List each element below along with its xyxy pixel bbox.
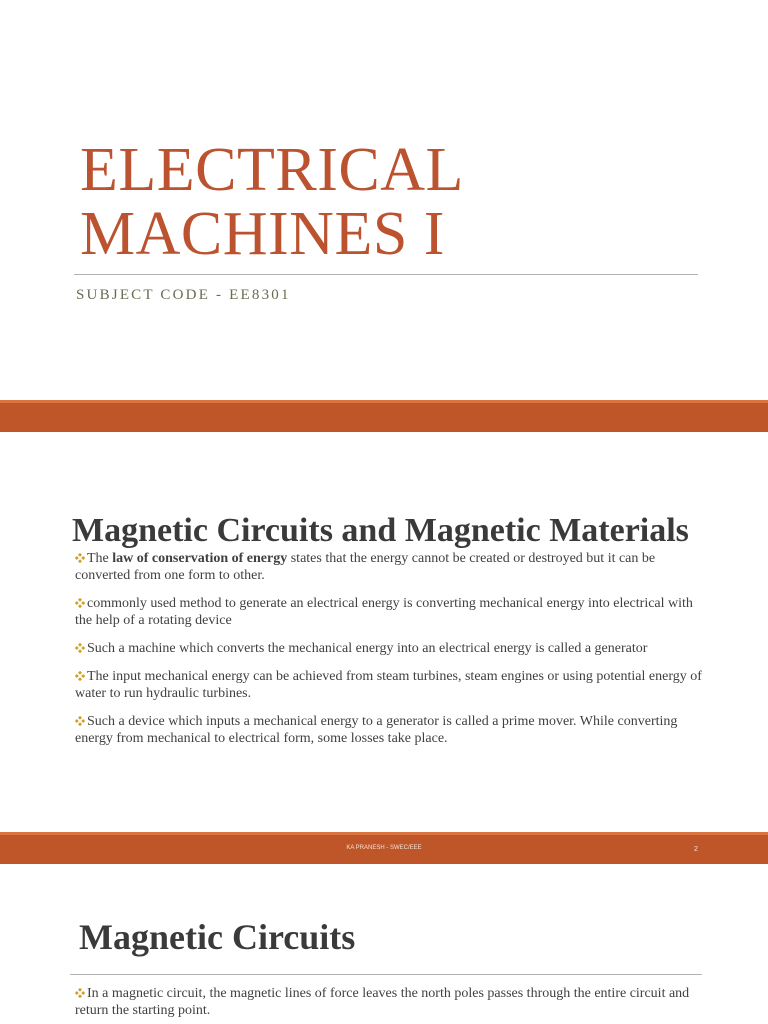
- slide-footer-band: [0, 832, 768, 864]
- bullet-text: Such a device which inputs a mechanical energy to a generator is called a prime mover. While converting energy from mechanical to electrical form, some losses take place.: [75, 714, 678, 746]
- slide-2: [0, 432, 768, 832]
- bullet-text: The input mechanical energy can be achieved from steam turbines, steam engines or using potential energy of water to run hydraulic turbines.: [75, 669, 702, 701]
- subject-code: SUBJECT CODE - EE8301: [76, 287, 291, 303]
- diamond-bullet-icon: [75, 553, 85, 563]
- title-line-1: ELECTRICAL: [80, 136, 464, 204]
- title-divider: [70, 974, 702, 975]
- slide-3: [0, 864, 768, 1024]
- diamond-bullet-icon: [75, 988, 85, 998]
- bullet-text-post: states that the energy cannot be created or destroyed but it can be converted from one form to other.: [75, 551, 656, 583]
- list-item: [70, 595, 710, 629]
- title-divider: [74, 274, 698, 275]
- slide-title: Magnetic Circuits and Magnetic Materials: [72, 512, 689, 549]
- list-item: [70, 640, 710, 657]
- bullet-text: In a magnetic circuit, the magnetic lines of force leaves the north poles passes through the entire circuit and return the starting point.: [75, 986, 690, 1018]
- diamond-bullet-icon: [75, 598, 85, 608]
- slide-separator: [0, 400, 768, 432]
- bullet-text-bold: law of conservation of energy: [112, 551, 288, 566]
- page-number: 2: [694, 846, 698, 853]
- title-line-2: MACHINES I: [80, 200, 445, 268]
- bullet-text: commonly used method to generate an electrical energy is converting mechanical energy into electrical with the help of a rotating device: [75, 596, 693, 628]
- bullet-text: Such a machine which converts the mechanical energy into an electrical energy is called a generator: [87, 641, 648, 656]
- bullet-list: [70, 985, 710, 1024]
- diamond-bullet-icon: [75, 643, 85, 653]
- slide-title: Magnetic Circuits: [79, 917, 356, 957]
- diamond-bullet-icon: [75, 716, 85, 726]
- list-item: [70, 713, 710, 747]
- list-item: [70, 668, 710, 702]
- bullet-list: [70, 550, 710, 758]
- diamond-bullet-icon: [75, 671, 85, 681]
- list-item: [70, 985, 710, 1019]
- bullet-text-pre: The: [87, 551, 113, 566]
- footer-author: KA PRANESH - SWEC/EEE: [346, 845, 422, 851]
- title-slide-heading: [80, 138, 464, 266]
- slide-1: [0, 0, 768, 400]
- list-item: [70, 550, 710, 584]
